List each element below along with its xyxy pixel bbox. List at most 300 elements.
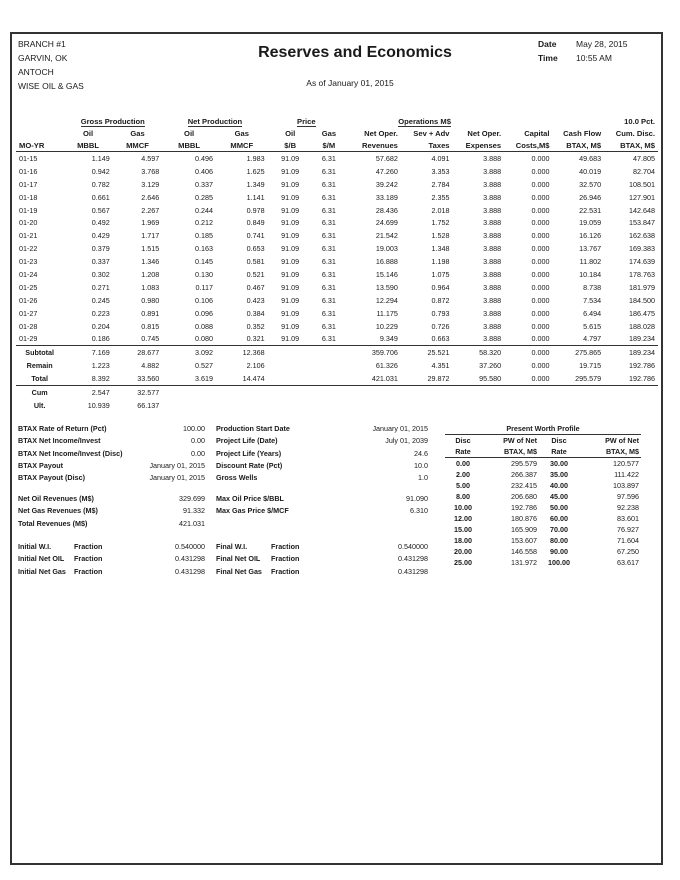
econ-value: January 01, 2015 <box>372 424 428 433</box>
value-cell: 91.09 <box>281 257 300 267</box>
column-header-row-1 <box>16 127 658 139</box>
value-cell: 6.31 <box>321 308 336 318</box>
value-cell: 188.028 <box>629 321 655 331</box>
value-cell: 57.682 <box>375 153 398 163</box>
value-cell: 91.09 <box>281 269 300 279</box>
column-header: Cash Flow <box>563 128 602 138</box>
value-cell: 1.141 <box>246 192 265 202</box>
value-cell: 91.09 <box>281 321 300 331</box>
value-cell: 0.379 <box>91 244 110 254</box>
value-cell: 0.245 <box>91 295 110 305</box>
date-label: Date <box>538 39 557 49</box>
value-cell: 6.31 <box>321 205 336 215</box>
value-cell: 0.891 <box>141 308 160 318</box>
value-cell: 1.625 <box>246 166 265 176</box>
value-cell: 3.888 <box>483 218 502 228</box>
value-cell: 28.436 <box>375 205 398 215</box>
value-cell: 0.815 <box>141 321 160 331</box>
value-cell: 0.661 <box>91 192 110 202</box>
pw-title: Present Worth Profile <box>445 423 641 435</box>
value-cell: 0.271 <box>91 282 110 292</box>
value-cell: 3.129 <box>141 179 160 189</box>
pw-row <box>445 480 641 491</box>
table-row <box>16 152 658 165</box>
value-cell: 1.752 <box>431 218 450 228</box>
summary-value: 37.260 <box>479 361 502 371</box>
summary-value: 12.368 <box>242 348 265 358</box>
summary-label: Total <box>16 372 63 385</box>
value-cell: 153.847 <box>629 218 655 228</box>
column-header: Capital <box>524 128 550 138</box>
summary-value: 7.169 <box>91 348 110 358</box>
present-worth-value: 266.387 <box>511 470 537 479</box>
revenue-value: 329.699 <box>179 494 205 503</box>
pw-row <box>445 524 641 535</box>
summary-value: 14.474 <box>216 372 268 385</box>
value-cell: 0.321 <box>216 332 268 345</box>
value-cell: 0.423 <box>246 295 265 305</box>
pw-column-header: BTAX, M$ <box>503 447 537 456</box>
value-cell: 91.09 <box>281 244 300 254</box>
present-worth-value: 153.607 <box>511 536 537 545</box>
final-interest-value: 0.431298 <box>398 554 428 564</box>
econ-value: 24.6 <box>414 448 428 458</box>
revenue-value: 421.031 <box>179 518 205 528</box>
value-cell: 6.31 <box>321 153 336 163</box>
value-cell: 91.09 <box>281 218 300 228</box>
value-cell: 0.663 <box>401 332 453 345</box>
value-cell: 1.515 <box>141 244 160 254</box>
period-cell: 01-29 <box>16 332 63 345</box>
value-cell: 181.979 <box>629 282 655 292</box>
value-cell: 91.09 <box>281 282 300 292</box>
value-cell: 0.000 <box>531 192 550 202</box>
value-cell: 0.653 <box>246 244 265 254</box>
summary-label: Subtotal <box>25 348 55 358</box>
column-header <box>16 127 63 139</box>
column-header: Taxes <box>401 139 453 152</box>
value-cell: 3.888 <box>483 257 502 267</box>
econ-label: BTAX Payout (Disc) <box>18 473 85 483</box>
summary-value: 61.326 <box>375 361 398 371</box>
value-cell: 162.638 <box>629 231 655 241</box>
table-row <box>16 229 658 242</box>
column-header: Revenues <box>345 139 401 152</box>
value-cell: 6.31 <box>321 179 336 189</box>
value-cell: 0.726 <box>431 321 450 331</box>
pw-row <box>445 546 641 557</box>
value-cell: 3.888 <box>483 192 502 202</box>
interest-value: 0.540000 <box>175 542 205 551</box>
column-header: $/B <box>268 139 313 152</box>
table-row <box>16 281 658 294</box>
value-cell: 4.797 <box>553 332 605 345</box>
value-cell: 91.09 <box>281 308 300 318</box>
cumulative-value: 32.577 <box>137 387 160 397</box>
econ-value: 1.0 <box>418 473 428 483</box>
value-cell: 127.901 <box>629 192 655 202</box>
summary-value: 25.521 <box>427 348 450 358</box>
value-cell: 91.09 <box>281 231 300 241</box>
value-cell: 4.091 <box>431 153 450 163</box>
reserves-table <box>16 115 658 412</box>
value-cell: 2.784 <box>431 179 450 189</box>
value-cell: 0.793 <box>431 308 450 318</box>
value-cell: 0.000 <box>531 295 550 305</box>
econ-label: BTAX Net Income/Invest <box>18 436 101 446</box>
present-worth-value: 206.680 <box>511 492 537 501</box>
value-cell: 0.212 <box>194 218 213 228</box>
value-cell: 108.501 <box>629 179 655 189</box>
column-header: Costs,M$ <box>504 139 552 152</box>
summary-value: 0.000 <box>531 348 550 358</box>
period-cell: 01-23 <box>19 257 38 267</box>
value-cell: 0.581 <box>246 257 265 267</box>
column-header: Oil <box>285 128 296 138</box>
lease-line: WISE OIL & GAS <box>18 81 84 91</box>
value-cell: 11.802 <box>579 257 602 267</box>
value-cell: 0.117 <box>195 282 213 292</box>
column-header: Gas <box>234 128 249 138</box>
value-cell: 2.355 <box>431 192 450 202</box>
value-cell: 6.31 <box>321 282 336 292</box>
column-header: MMCF <box>216 139 268 152</box>
value-cell: 21.542 <box>375 231 398 241</box>
column-header: Oil <box>184 128 195 138</box>
column-header: Gas <box>321 128 337 138</box>
value-cell: 19.003 <box>375 244 398 254</box>
value-cell: 0.000 <box>531 244 550 254</box>
period-cell: 01-22 <box>19 244 38 254</box>
final-interest-value: 0.431298 <box>398 566 428 576</box>
cumulative-value: 2.547 <box>91 387 110 397</box>
value-cell: 1.346 <box>141 257 160 267</box>
value-cell: 40.019 <box>579 166 602 176</box>
table-row <box>16 255 658 268</box>
present-worth-value: 180.876 <box>511 514 537 523</box>
lease-line: BRANCH #1 <box>18 39 66 49</box>
value-cell: 10.229 <box>375 321 398 331</box>
table-row <box>16 165 658 178</box>
value-cell: 184.500 <box>629 295 655 305</box>
column-header: MBBL <box>162 139 216 152</box>
econ-value: 0.00 <box>191 448 205 458</box>
value-cell: 91.09 <box>281 179 300 189</box>
value-cell: 11.175 <box>376 308 398 318</box>
pw-row <box>445 535 641 546</box>
value-cell: 26.946 <box>579 192 602 202</box>
discount-rate: 80.00 <box>550 536 568 545</box>
table-row <box>16 191 658 204</box>
summary-value: 95.580 <box>453 372 505 385</box>
value-cell: 0.782 <box>91 179 110 189</box>
value-cell: 6.31 <box>321 321 336 331</box>
summary-value: 275.865 <box>575 348 602 358</box>
time-label: Time <box>538 53 558 63</box>
column-header: Gas <box>130 128 145 138</box>
summary-value: 19.715 <box>579 361 602 371</box>
value-cell: 0.145 <box>194 257 213 267</box>
discount-rate: 100.00 <box>548 558 570 567</box>
discount-rate: 8.00 <box>456 492 470 501</box>
summary-value: 192.786 <box>629 361 655 371</box>
value-cell: 0.849 <box>246 218 265 228</box>
value-cell: 1.349 <box>246 179 265 189</box>
as-of-date: As of January 01, 2015 <box>306 78 394 88</box>
value-cell: 174.639 <box>629 257 655 267</box>
summary-value <box>268 346 313 359</box>
revenue-value: 91.332 <box>183 506 205 516</box>
pw-header-row-1 <box>445 435 641 447</box>
present-worth-value: 111.422 <box>614 470 639 479</box>
date-time-labels <box>538 37 558 65</box>
value-cell: 1.208 <box>141 269 160 279</box>
value-cell: 13.767 <box>579 244 602 254</box>
group-operations: Operations M$ <box>398 116 451 126</box>
cumulative-value: 66.137 <box>137 400 160 410</box>
present-worth-value: 83.601 <box>617 514 639 523</box>
value-cell: 0.492 <box>91 218 110 228</box>
table-row <box>16 178 658 191</box>
value-cell: 0.567 <box>91 205 110 215</box>
final-interest-label: Final Net OIL <box>216 554 261 564</box>
value-cell: 0.000 <box>531 269 550 279</box>
column-header: Expenses <box>453 139 505 152</box>
value-cell: 13.590 <box>375 282 398 292</box>
group-discount: 10.0 Pct. <box>624 116 655 126</box>
present-worth-value: 92.238 <box>617 503 639 512</box>
interest-unit: Fraction <box>74 554 103 564</box>
econ-label: Project Life (Date) <box>216 436 278 446</box>
present-worth-value: 295.579 <box>511 459 537 468</box>
econ-label: Production Start Date <box>216 424 290 433</box>
column-header: MO-YR <box>16 139 63 152</box>
value-cell: 6.31 <box>321 192 336 202</box>
discount-rate: 45.00 <box>550 492 568 501</box>
value-cell: 32.570 <box>579 179 602 189</box>
lease-line: ANTOCH <box>18 67 54 77</box>
value-cell: 0.980 <box>141 295 160 305</box>
date-value: May 28, 2015 <box>576 39 628 49</box>
value-cell: 0.000 <box>531 282 550 292</box>
value-cell: 0.285 <box>194 192 213 202</box>
econ-value: July 01, 2039 <box>385 436 428 446</box>
period-cell: 01-19 <box>19 205 38 215</box>
pw-column-header: PW of Net <box>503 436 537 445</box>
value-cell: 0.186 <box>63 332 112 345</box>
present-worth-profile <box>445 423 641 568</box>
present-worth-value: 67.250 <box>617 547 639 556</box>
report-title: Reserves and Economics <box>258 44 452 61</box>
value-cell: 0.163 <box>194 244 213 254</box>
value-cell: 0.872 <box>431 295 450 305</box>
present-worth-value: 63.617 <box>617 558 639 567</box>
column-header: Oil <box>82 128 94 138</box>
cumulative-row <box>16 399 658 412</box>
econ-label: BTAX Rate of Return (Pct) <box>18 424 107 433</box>
value-cell: 91.09 <box>281 166 300 176</box>
value-cell: 91.09 <box>281 295 300 305</box>
value-cell: 4.597 <box>141 153 160 163</box>
present-worth-value: 76.927 <box>617 525 639 534</box>
table-row <box>16 307 658 320</box>
cumulative-label: Cum <box>31 387 48 397</box>
value-cell: 0.406 <box>194 166 213 176</box>
cumulative-value: 10.939 <box>87 400 110 410</box>
column-header: Net Oper. <box>364 128 398 138</box>
pw-column-header: Rate <box>455 447 471 456</box>
table-row <box>16 294 658 307</box>
value-cell: 0.337 <box>91 257 110 267</box>
value-cell: 0.096 <box>194 308 213 318</box>
period-cell: 01-24 <box>19 269 38 279</box>
value-cell: 0.000 <box>531 321 550 331</box>
econ-value: 100.00 <box>183 424 205 433</box>
summary-value: 8.392 <box>63 372 112 385</box>
econ-value: 10.0 <box>414 460 428 470</box>
present-worth-value: 131.972 <box>511 558 537 567</box>
value-cell: 1.983 <box>246 153 265 163</box>
value-cell: 8.738 <box>583 282 602 292</box>
value-cell: 1.717 <box>141 231 160 241</box>
value-cell: 0.000 <box>531 308 550 318</box>
discount-rate: 2.00 <box>456 470 470 479</box>
value-cell: 0.467 <box>246 282 265 292</box>
pw-column-header: Disc <box>455 436 471 445</box>
max-price-label: Max Gas Price $/MCF <box>216 506 289 516</box>
discount-rate: 12.00 <box>454 514 472 523</box>
summary-row <box>16 346 658 359</box>
value-cell: 0.185 <box>194 231 213 241</box>
discount-rate: 25.00 <box>454 558 472 567</box>
present-worth-value: 103.897 <box>613 481 639 490</box>
max-price-label: Max Oil Price $/BBL <box>216 494 284 503</box>
discount-rate: 0.00 <box>456 459 470 468</box>
value-cell: 1.149 <box>91 153 110 163</box>
value-cell: 0.741 <box>246 231 265 241</box>
present-worth-value: 192.786 <box>511 503 537 512</box>
period-cell: 01-27 <box>19 308 38 318</box>
group-net-production: Net Production <box>187 116 243 126</box>
value-cell: 47.260 <box>375 166 398 176</box>
value-cell: 0.000 <box>531 166 550 176</box>
value-cell: 0.000 <box>531 257 550 267</box>
summary-value: 58.320 <box>479 348 502 358</box>
summary-value <box>313 359 345 372</box>
group-price: Price <box>297 116 316 126</box>
present-worth-value: 146.558 <box>511 547 537 556</box>
value-cell: 0.521 <box>246 269 265 279</box>
value-cell: 0.000 <box>531 231 550 241</box>
value-cell: 47.805 <box>633 153 655 163</box>
interest-value: 0.431298 <box>175 566 205 576</box>
value-cell: 0.352 <box>246 321 265 331</box>
summary-value: 28.677 <box>137 348 160 358</box>
econ-label: Project Life (Years) <box>216 448 282 458</box>
value-cell: 6.494 <box>583 308 602 318</box>
period-cell: 01-28 <box>19 321 38 331</box>
summary-value: 359.706 <box>371 348 398 358</box>
final-interest-value: 0.540000 <box>398 542 428 551</box>
pw-row <box>445 491 641 502</box>
econ-label: BTAX Payout <box>18 460 63 470</box>
value-cell: 82.704 <box>633 166 655 176</box>
value-cell: 49.683 <box>579 153 602 163</box>
value-cell: 3.353 <box>431 166 450 176</box>
value-cell: 169.383 <box>629 244 655 254</box>
value-cell: 6.31 <box>321 269 336 279</box>
value-cell: 3.888 <box>453 332 505 345</box>
value-cell: 7.534 <box>583 295 602 305</box>
pw-column-header: PW of Net <box>605 436 639 445</box>
revenue-label: Net Oil Revenues (M$) <box>18 494 94 503</box>
table-row <box>16 242 658 255</box>
summary-value: 4.351 <box>431 361 450 371</box>
final-interest-unit: Fraction <box>271 566 300 576</box>
summary-value: 1.223 <box>91 361 110 371</box>
value-cell: 0.337 <box>194 179 213 189</box>
summary-label: Remain <box>26 361 53 371</box>
discount-rate: 90.00 <box>550 547 568 556</box>
period-cell: 01-17 <box>19 179 38 189</box>
value-cell: 0.000 <box>504 332 552 345</box>
present-worth-value: 97.596 <box>617 492 639 501</box>
value-cell: 186.475 <box>629 308 655 318</box>
summary-value: 4.882 <box>141 361 160 371</box>
value-cell: 1.348 <box>431 244 450 254</box>
value-cell: 0.000 <box>531 205 550 215</box>
econ-value: 0.00 <box>191 436 205 446</box>
econ-label: BTAX Net Income/Invest (Disc) <box>18 448 123 458</box>
value-cell: 3.888 <box>483 244 502 254</box>
period-cell: 01-25 <box>19 282 38 292</box>
table-row <box>16 204 658 217</box>
value-cell: 24.699 <box>375 218 398 228</box>
value-cell: 9.349 <box>345 332 401 345</box>
value-cell: 0.000 <box>531 179 550 189</box>
discount-rate: 60.00 <box>550 514 568 523</box>
value-cell: 5.615 <box>583 321 602 331</box>
econ-label: Discount Rate (Pct) <box>216 460 283 470</box>
value-cell: 12.294 <box>375 295 398 305</box>
value-cell: 19.059 <box>579 218 602 228</box>
summary-value: 421.031 <box>345 372 401 385</box>
value-cell: 2.267 <box>141 205 160 215</box>
value-cell: 3.888 <box>483 269 502 279</box>
summary-value: 189.234 <box>629 348 655 358</box>
table-row <box>16 216 658 229</box>
max-price-value: 6.310 <box>410 506 428 516</box>
revenue-label: Net Gas Revenues (M$) <box>18 506 98 516</box>
value-cell: 1.198 <box>431 257 450 267</box>
date-time-values <box>576 37 628 65</box>
value-cell: 0.496 <box>194 153 213 163</box>
value-cell: 0.000 <box>531 153 550 163</box>
period-cell: 01-21 <box>19 231 38 241</box>
cumulative-label: Ult. <box>33 400 46 410</box>
interest-label: Initial W.I. <box>18 542 52 551</box>
value-cell: 39.242 <box>375 179 398 189</box>
discount-rate: 70.00 <box>550 525 568 534</box>
cumulative-row <box>16 386 658 399</box>
pw-column-header: Disc <box>551 436 567 445</box>
value-cell: 6.31 <box>321 166 336 176</box>
value-cell: 0.130 <box>194 269 213 279</box>
period-cell: 01-15 <box>19 153 38 163</box>
column-header: $/M <box>313 139 345 152</box>
summary-value <box>268 372 313 385</box>
present-worth-value: 165.909 <box>511 525 537 534</box>
